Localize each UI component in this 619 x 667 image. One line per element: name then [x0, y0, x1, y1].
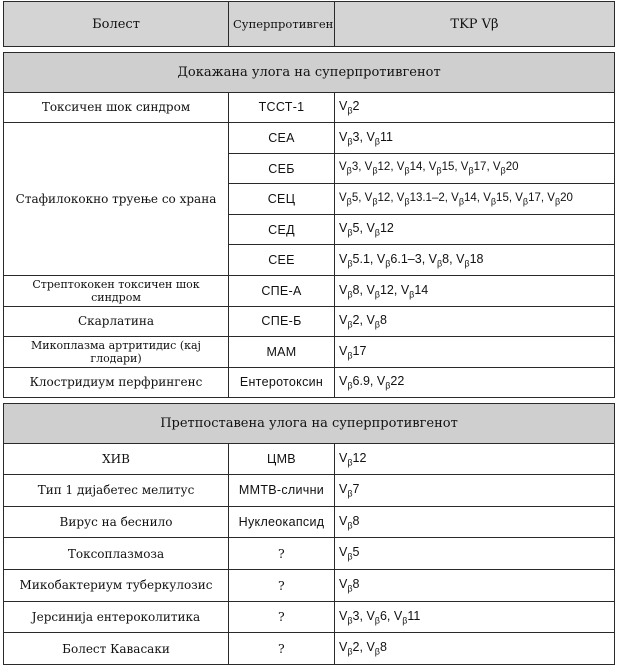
superantigen-cell: СЕД — [229, 214, 335, 245]
vbeta-code: 17 — [352, 343, 367, 358]
tcr-cell — [335, 506, 615, 538]
vbeta-subscript: β — [346, 165, 352, 176]
table-row — [4, 601, 615, 633]
vbeta-code: 8 — [379, 313, 387, 328]
vbeta-subscript: β — [347, 488, 353, 499]
disease-cell: Микоплазма артритидис (кај глодари) — [4, 337, 229, 368]
vbeta-code: 15 — [496, 191, 509, 204]
superantigen-cell: СЕЦ — [229, 184, 335, 215]
disease-cell: Болест Кавасаки — [4, 633, 229, 665]
header-tcr: TKP Vβ — [335, 2, 615, 47]
vbeta-entry: $V_\beta 22$ — [376, 374, 405, 391]
vbeta-subscript: β — [347, 136, 353, 147]
vbeta-subscript: β — [436, 258, 443, 269]
vbeta-code: 5.1 — [352, 251, 370, 266]
section-row — [4, 52, 615, 92]
tcr-cell: $V_\beta 5$, $V_\beta 12$, $V_\beta 13.1-2$, $V_\beta 14$, $V_\beta 15$, $V_\beta 17$, $V_\beta 20$ — [335, 184, 615, 215]
vbeta-code: 12 — [379, 221, 394, 236]
disease-cell: Стафилококно труење со храна — [4, 123, 229, 276]
vbeta-subscript: β — [374, 615, 380, 626]
header-row — [4, 2, 615, 47]
disease-cell: Јерсинија ентероколитика — [4, 601, 229, 633]
superantigen-cell: СЕА — [229, 123, 335, 154]
vbeta-entry: $V_\beta 7$ — [339, 482, 360, 499]
vbeta-code: 12 — [379, 282, 394, 297]
vbeta-entry: $V_\beta 15$ — [428, 161, 455, 176]
tcr-cell — [335, 538, 615, 570]
vbeta-code: 8 — [352, 282, 360, 297]
vbeta-code: 20 — [505, 161, 519, 174]
table-row — [4, 443, 615, 475]
superantigen-cell: ? — [229, 601, 335, 633]
superantigen-cell: СЕБ — [229, 153, 335, 184]
vbeta-entry: $V_\beta 13.1-2$ — [396, 191, 445, 207]
vbeta-subscript: β — [347, 350, 353, 361]
vbeta-subscript: β — [374, 319, 380, 330]
vbeta-code: 17 — [473, 161, 487, 174]
vbeta-subscript: β — [468, 165, 474, 176]
tcr-cell: $V_\beta 2$, $V_\beta 8$ — [335, 633, 615, 665]
vbeta-entry: $V_\beta 6.1-3$ — [376, 251, 422, 269]
table-row — [4, 367, 615, 398]
vbeta-subscript: β — [458, 196, 464, 207]
superantigen-cell: Нуклеокапсид — [229, 506, 335, 538]
disease-cell: ХИВ — [4, 443, 229, 475]
vbeta-subscript: β — [347, 457, 353, 468]
vbeta-entry: $V_\beta 12$ — [364, 191, 391, 207]
vbeta-code: 7 — [352, 482, 360, 497]
tcr-cell: $V_\beta 3$, $V_\beta 11$ — [335, 123, 615, 154]
disease-cell: Микобактериум туберкулозис — [4, 570, 229, 602]
vbeta-entry: $V_\beta 8$ — [339, 513, 360, 531]
vbeta-subscript: β — [404, 165, 410, 176]
vbeta-code: 8 — [379, 640, 387, 655]
vbeta-code: 2 — [352, 640, 360, 655]
vbeta-entry: $V_\beta 8$ — [366, 313, 387, 330]
vbeta-subscript: β — [372, 165, 378, 176]
vbeta-subscript: β — [347, 520, 353, 531]
vbeta-code: 14 — [414, 282, 429, 297]
vbeta-entry: $V_\beta 5$ — [339, 545, 360, 562]
tcr-cell: $V_\beta 3$, $V_\beta 12$, $V_\beta 14$, $V_\beta 15$, $V_\beta 17$, $V_\beta 20$ — [335, 153, 615, 184]
vbeta-subscript: β — [347, 380, 353, 391]
disease-cell: Скарлатина — [4, 306, 229, 337]
disease-cell: Стрептококен токсичен шок синдром — [4, 276, 229, 307]
vbeta-entry: $V_\beta 5$ — [339, 191, 359, 207]
vbeta-code: 8 — [442, 251, 450, 266]
vbeta-subscript: β — [385, 258, 391, 269]
vbeta-entry: $V_\beta 17$ — [339, 343, 367, 361]
vbeta-entry: $V_\beta 11$ — [393, 608, 421, 626]
vbeta-subscript: β — [402, 615, 408, 626]
vbeta-subscript: β — [347, 289, 353, 300]
superantigen-cell: ТССТ-1 — [229, 92, 335, 123]
vbeta-entry: $V_\beta 12$ — [366, 221, 394, 238]
tcr-cell: $V_\beta 2$, $V_\beta 8$ — [335, 306, 615, 337]
vbeta-code: 14 — [409, 161, 423, 174]
superantigen-cell: ЦМВ — [229, 443, 335, 475]
tcr-cell: $V_\beta 6.9$, $V_\beta 22$ — [335, 367, 615, 398]
vbeta-entry: $V_\beta 20$ — [547, 191, 573, 207]
tcr-cell: $V_\beta 5.1$, $V_\beta 6.1-3$, $V_\beta 8$, $V_\beta 18$ — [335, 245, 615, 276]
table-row — [4, 92, 615, 123]
vbeta-subscript: β — [409, 289, 415, 300]
tcr-cell — [335, 570, 615, 602]
vbeta-subscript: β — [554, 196, 561, 207]
table-row — [4, 475, 615, 507]
vbeta-subscript: β — [464, 258, 470, 269]
table-row — [4, 633, 615, 665]
vbeta-subscript: β — [347, 583, 353, 594]
header-disease: Болест — [4, 2, 229, 47]
vbeta-subscript: β — [347, 551, 353, 562]
vbeta-subscript: β — [490, 196, 497, 207]
vbeta-entry: $V_\beta 12$ — [366, 282, 394, 300]
vbeta-subscript: β — [347, 258, 353, 269]
tcr-cell: $V_\beta 3$, $V_\beta 6$, $V_\beta 11$ — [335, 601, 615, 633]
vbeta-subscript: β — [347, 227, 353, 238]
superantigen-cell: ? — [229, 633, 335, 665]
vbeta-entry: $V_\beta 8$ — [339, 577, 360, 594]
table-row — [4, 570, 615, 602]
vbeta-subscript: β — [374, 136, 380, 147]
table-row — [4, 506, 615, 538]
tcr-cell — [335, 443, 615, 475]
vbeta-code: 5 — [351, 191, 359, 204]
vbeta-entry: $V_\beta 5.1$ — [339, 251, 370, 269]
table-row — [4, 337, 615, 368]
vbeta-entry: $V_\beta 12$ — [364, 161, 391, 176]
tcr-cell: $V_\beta 5$, $V_\beta 12$ — [335, 214, 615, 245]
disease-cell: Тип 1 дијабетес мелитус — [4, 475, 229, 507]
vbeta-subscript: β — [347, 105, 353, 116]
section-title: Претпоставена улога на суперпротивгенот — [4, 403, 615, 443]
superantigen-table — [3, 1, 615, 665]
vbeta-code: 11 — [379, 129, 393, 144]
table-row — [4, 276, 615, 307]
disease-cell: Токсичен шок синдром — [4, 92, 229, 123]
vbeta-code: 2 — [352, 313, 360, 328]
vbeta-code: 3 — [352, 608, 360, 623]
vbeta-code: 8 — [352, 577, 360, 592]
vbeta-code: 2 — [352, 99, 360, 114]
disease-cell: Токсоплазмоза — [4, 538, 229, 570]
vbeta-subscript: β — [347, 646, 353, 657]
section-row — [4, 403, 615, 443]
vbeta-subscript: β — [374, 289, 380, 300]
vbeta-subscript: β — [372, 196, 378, 207]
superantigen-cell: Ентеротоксин — [229, 367, 335, 398]
vbeta-code: 8 — [352, 513, 360, 528]
superantigen-cell: СПЕ-А — [229, 276, 335, 307]
table-row — [4, 306, 615, 337]
disease-cell: Вирус на беснило — [4, 506, 229, 538]
vbeta-entry: $V_\beta 2$ — [339, 640, 360, 657]
vbeta-entry: $V_\beta 14$ — [396, 161, 423, 176]
vbeta-code: 6.1–3 — [390, 251, 422, 266]
vbeta-code: 12 — [377, 191, 391, 204]
vbeta-subscript: β — [374, 646, 380, 657]
vbeta-code: 3 — [351, 161, 359, 174]
vbeta-code: 13.1–2 — [409, 191, 445, 204]
vbeta-subscript: β — [347, 319, 353, 330]
superantigen-cell: ? — [229, 538, 335, 570]
vbeta-subscript: β — [500, 165, 506, 176]
header-superantigen: Суперпротивген — [229, 2, 335, 47]
superantigen-cell: МАМ — [229, 337, 335, 368]
vbeta-entry: $V_\beta 6$ — [366, 608, 387, 626]
vbeta-entry: $V_\beta 6.9$ — [339, 374, 370, 391]
vbeta-code: 17 — [528, 191, 541, 204]
vbeta-code: 6 — [379, 608, 387, 623]
vbeta-entry: $V_\beta 8$ — [428, 251, 450, 269]
vbeta-subscript: β — [385, 380, 391, 391]
superantigen-cell: ? — [229, 570, 335, 602]
vbeta-subscript: β — [522, 196, 529, 207]
tcr-cell — [335, 337, 615, 368]
vbeta-code: 20 — [560, 191, 573, 204]
section-title: Докажана улога на суперпротивгенот — [4, 52, 615, 92]
vbeta-code: 3 — [352, 129, 360, 144]
vbeta-entry: $V_\beta 20$ — [492, 161, 519, 176]
vbeta-entry: $V_\beta 17$ — [460, 161, 487, 176]
vbeta-entry: $V_\beta 5$ — [339, 221, 360, 238]
table-row — [4, 538, 615, 570]
vbeta-entry: $V_\beta 2$ — [339, 99, 360, 116]
vbeta-code: 14 — [464, 191, 477, 204]
disease-cell: Клостридиум перфрингенс — [4, 367, 229, 398]
vbeta-entry: $V_\beta 2$ — [339, 313, 360, 330]
vbeta-entry: $V_\beta 14$ — [451, 191, 477, 207]
vbeta-code: 12 — [352, 450, 367, 465]
vbeta-entry: $V_\beta 18$ — [456, 251, 484, 269]
vbeta-entry: $V_\beta 17$ — [515, 191, 541, 207]
vbeta-entry: $V_\beta 14$ — [400, 282, 429, 300]
superantigen-cell: СЕЕ — [229, 245, 335, 276]
tcr-cell — [335, 475, 615, 507]
superantigen-cell: СПЕ-Б — [229, 306, 335, 337]
tcr-cell — [335, 92, 615, 123]
vbeta-entry: $V_\beta 12$ — [339, 450, 367, 468]
table-row — [4, 123, 615, 154]
vbeta-code: 15 — [441, 161, 455, 174]
vbeta-entry: $V_\beta 8$ — [339, 282, 360, 300]
table-body — [4, 2, 615, 665]
vbeta-subscript: β — [404, 196, 410, 207]
tcr-cell: $V_\beta 8$, $V_\beta 12$, $V_\beta 14$ — [335, 276, 615, 307]
superantigen-cell: ММТВ-слични — [229, 475, 335, 507]
vbeta-code: 12 — [377, 161, 391, 174]
vbeta-entry: $V_\beta 3$ — [339, 129, 360, 147]
vbeta-code: 18 — [469, 251, 484, 266]
vbeta-entry: $V_\beta 8$ — [366, 640, 387, 657]
vbeta-entry: $V_\beta 11$ — [366, 129, 393, 147]
vbeta-code: 22 — [390, 374, 405, 389]
vbeta-code: 5 — [352, 545, 360, 560]
vbeta-subscript: β — [374, 227, 380, 238]
vbeta-entry: $V_\beta 3$ — [339, 608, 360, 626]
vbeta-entry: $V_\beta 3$ — [339, 161, 359, 176]
vbeta-entry: $V_\beta 15$ — [483, 191, 509, 207]
vbeta-code: 5 — [352, 221, 360, 236]
vbeta-subscript: β — [346, 196, 352, 207]
vbeta-code: 6.9 — [352, 374, 370, 389]
vbeta-code: 11 — [407, 608, 421, 623]
vbeta-subscript: β — [436, 165, 442, 176]
vbeta-subscript: β — [347, 615, 353, 626]
